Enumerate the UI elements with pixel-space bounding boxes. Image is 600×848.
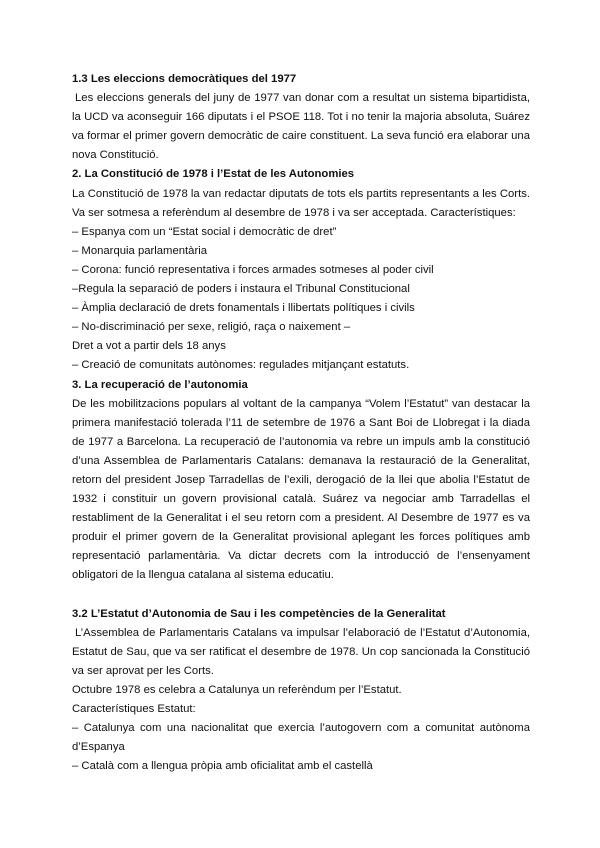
list-item: – Monarquia parlamentària [72, 244, 208, 257]
document-page [72, 70, 530, 776]
list-item: –Regula la separació de poders i instaura el Tribunal Constitucional [72, 283, 410, 296]
list-item: – Creació de comunitats autònomes: regulades mitjançant estatuts. [72, 359, 410, 372]
section-heading: 1.3 Les eleccions democràtiques del 1977 [72, 73, 297, 85]
spacer [72, 586, 530, 605]
list-item: – Catalunya com una nacionalitat que exercia l’autogovern com a comunitat autònoma d’Espanya [72, 722, 530, 754]
paragraph: Les eleccions generals del juny de 1977 van donar com a resultat un sistema bipartidista, la UCD va aconseguir 166 diputats i el PSOE 118. Tot i no tenir la majoria absoluta, Suárez va formar el primer govern democràtic de caire constituent. La seva funció era elaborar una nova Constitució. [72, 92, 530, 162]
list-item: – Corona: funció representativa i forces armades sotmeses al poder civil [72, 263, 434, 276]
list-item: Dret a vot a partir dels 18 anys [72, 340, 226, 353]
text-line: Octubre 1978 es celebra a Catalunya un referèndum per l’Estatut. [72, 683, 402, 696]
paragraph: La Constitució de 1978 la van redactar diputats de tots els partits representants a les Corts. Va ser sotmesa a referèndum al desembre de 1978 i va ser acceptada. Característiques: [72, 187, 530, 219]
section-heading: 3.2 L’Estatut d’Autonomia de Sau i les competències de la Generalitat [72, 607, 446, 620]
paragraph: L’Assemblea de Parlamentaris Catalans va impulsar l’elaboració de l’Estatut d’Autonomia, Estatut de Sau, que va ser ratificat el desembre de 1978. Un cop sancionada la Constitució va ser aprovat per les Corts. [72, 626, 530, 677]
list-item: – No-discriminació per sexe, religió, raça o naixement – [72, 321, 351, 334]
list-item: – Espanya com un “Estat social i democràtic de dret” [72, 225, 337, 238]
list-item: – Català com a llengua pròpia amb oficialitat amb el castellà [72, 760, 373, 773]
text-line: Característiques Estatut: [72, 703, 196, 715]
section-heading: 2. La Constitució de 1978 i l’Estat de les Autonomies [72, 168, 355, 181]
list-item: – Àmplia declaració de drets fonamentals i llibertats polítiques i civils [72, 302, 415, 315]
section-heading: 3. La recuperació de l’autonomia [72, 378, 248, 391]
paragraph: De les mobilitzacions populars al voltant de la campanya “Volem l’Estatut” van destacar la primera manifestació tolerada l’11 de setembre de 1976 a Sant Boi de Llobregat i la diada de 1977 a Barcelona. La recuperació de l’autonomia va rebre un impuls amb la constitució d’una Assemblea de Parlamentaris Catalans: demanava la restauració de la Generalitat, retorn del president Josep Tarradellas de l’exili, derogació de la llei que abolia l’Estatut de 1932 i constituir un govern provisional català. Suárez va negociar amb Tarradellas el restabliment de la Generalitat i el seu retorn com a president. Al Desembre de 1977 es va produir el primer govern de la Generalitat provisional aplegant les forces polítiques amb representació parlamentària. Va dictar decrets com la introducció de l’ensenyament obligatori de la llengua catalana al sistema educatiu. [72, 397, 530, 582]
